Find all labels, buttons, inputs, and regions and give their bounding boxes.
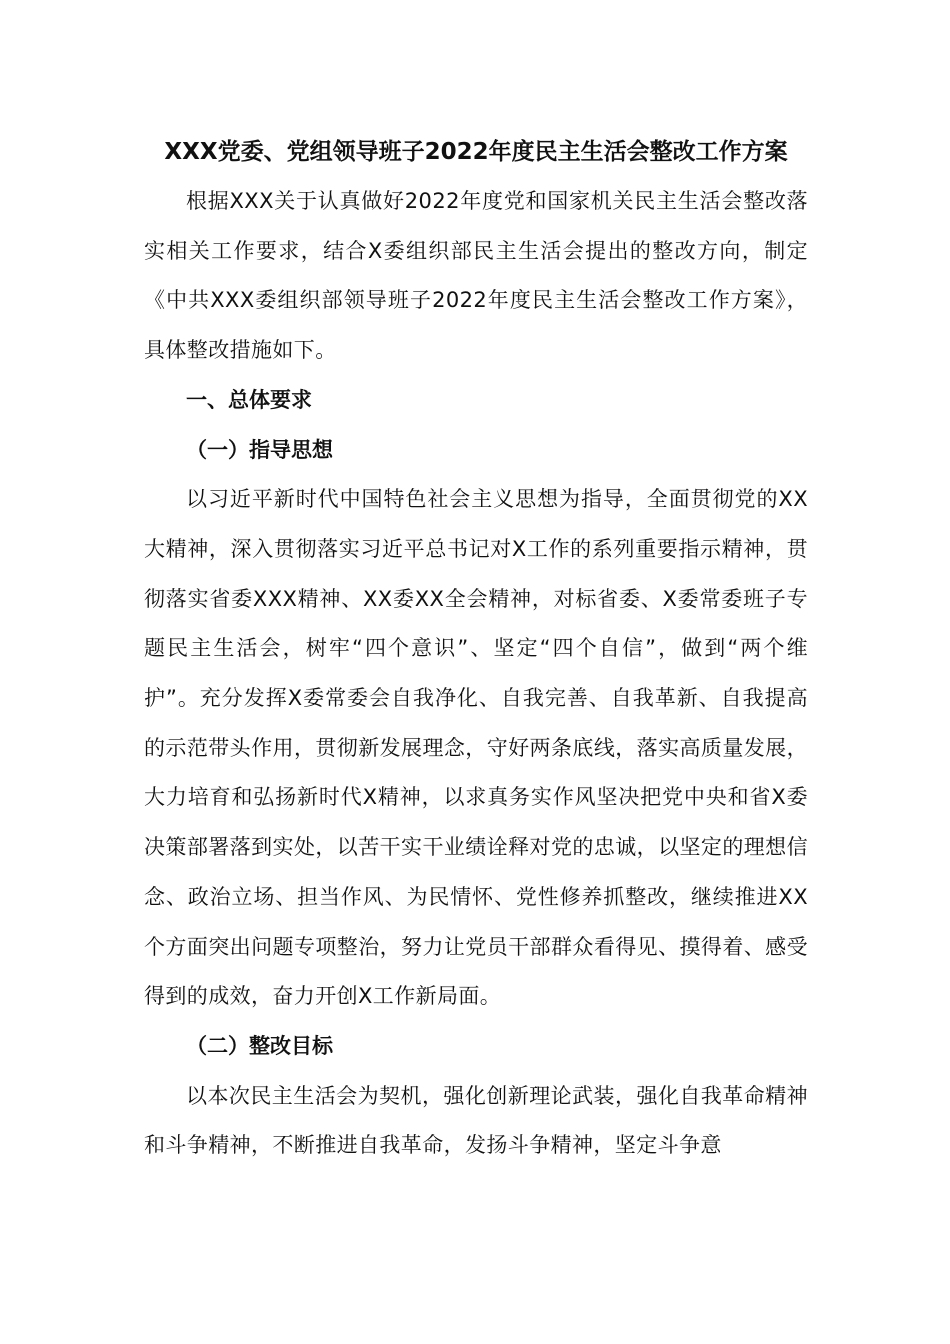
guiding-thought-paragraph: 以习近平新时代中国特色社会主义思想为指导，全面贯彻党的XX大精神，深入贯彻落实习近平总书记对X工作的系列重要指示精神，贯彻落实省委XXX精神、XX委XX全会精神，对标省委、X委常委班子专题民主生活会，树牢“四个意识”、坚定“四个自信”，做到“两个维护”。充分发挥X委常委会自我净化、自我完善、自我革新、自我提高的示范带头作用，贯彻新发展理念，守好两条底线，落实高质量发展，大力培育和弘扬新时代X精神，以求真务实作风坚决把党中央和省X委决策部署落到实处，以苦干实干业绩诠释对党的忠诚，以坚定的理想信念、政治立场、担当作风、为民情怀、党性修养抓整改，继续推进XX个方面突出问题专项整治，努力让党员干部群众看得见、摸得着、感受得到的成效，奋力开创X工作新局面。 xyxy=(144,487,808,1009)
document-title: XXX党委、党组领导班子2022年度民主生活会整改工作方案 xyxy=(164,139,788,165)
rectification-goals-paragraph: 以本次民主生活会为契机，强化创新理论武装，强化自我革命精神和斗争精神，不断推进自我革命，发扬斗争精神，坚定斗争意 xyxy=(144,1083,808,1158)
subsection-heading-rectification-goals: （二）整改目标 xyxy=(186,1033,333,1058)
subsection-heading-guiding-thought: （一）指导思想 xyxy=(186,437,333,462)
document-body xyxy=(144,127,808,1171)
section-heading-general-requirements: 一、总体要求 xyxy=(186,387,312,412)
intro-paragraph: 根据XXX关于认真做好2022年度党和国家机关民主生活会整改落实相关工作要求，结合X委组织部民主生活会提出的整改方向，制定《中共XXX委组织部领导班子2022年度民主生活会整改工作方案》，具体整改措施如下。 xyxy=(144,189,808,363)
